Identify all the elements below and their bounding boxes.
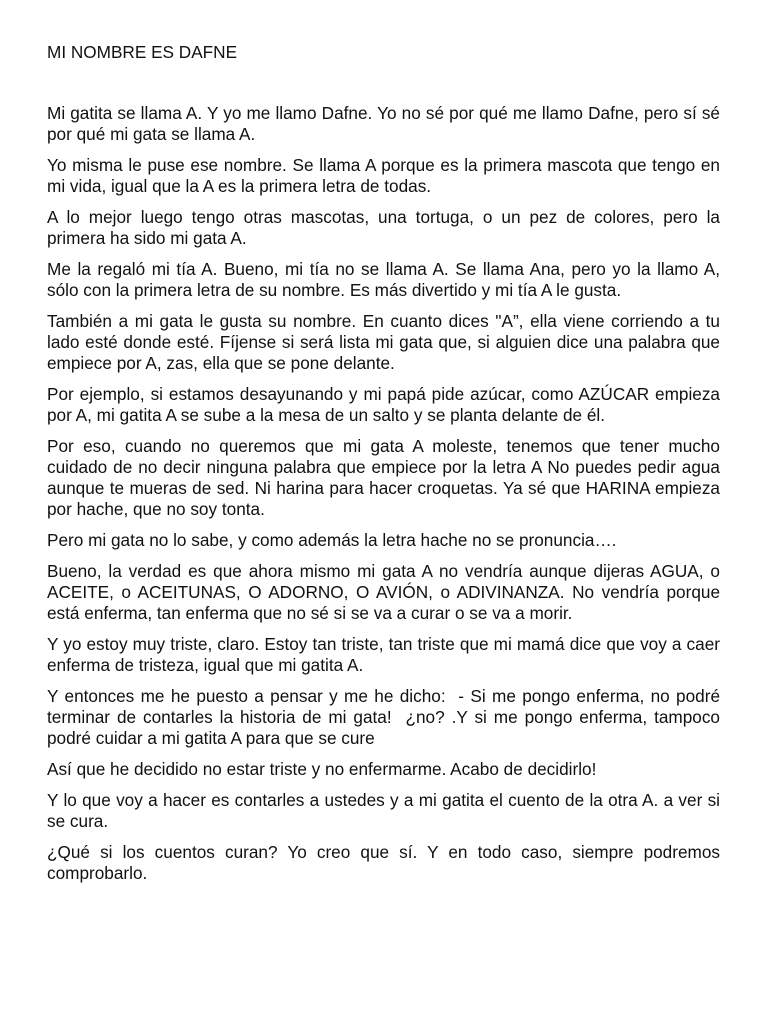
- paragraph-7: Por eso, cuando no queremos que mi gata A moleste, tenemos que tener mucho cuidado de no decir ninguna palabra que empiece por la letra A No puedes pedir agua aunque te mueras de sed. Ni harina para hacer croquetas. Ya sé que HARINA empieza por hache, que no soy tonta.: [47, 436, 725, 519]
- paragraph-5: También a mi gata le gusta su nombre. En cuanto dices "A”, ella viene corriendo a tu lado esté donde esté. Fíjense si será lista mi gata que, si alguien dice una palabra que empiece por A, zas, ella que se pone delante.: [47, 311, 725, 373]
- document-title: MI NOMBRE ES DAFNE: [47, 42, 238, 62]
- document-page: [47, 42, 725, 894]
- paragraph-6: Por ejemplo, si estamos desayunando y mi papá pide azúcar, como AZÚCAR empieza por A, mi gatita A se sube a la mesa de un salto y se planta delante de él.: [47, 384, 725, 425]
- paragraph-3: A lo mejor luego tengo otras mascotas, una tortuga, o un pez de colores, pero la primera ha sido mi gata A.: [47, 207, 725, 248]
- paragraph-10: Y yo estoy muy triste, claro. Estoy tan triste, tan triste que mi mamá dice que voy a caer enferma de tristeza, igual que mi gatita A.: [47, 634, 725, 675]
- paragraph-2: Yo misma le puse ese nombre. Se llama A porque es la primera mascota que tengo en mi vida, igual que la A es la primera letra de todas.: [47, 155, 725, 196]
- paragraph-1: Mi gatita se llama A. Y yo me llamo Dafne. Yo no sé por qué me llamo Dafne, pero sí sé por qué mi gata se llama A.: [47, 103, 725, 144]
- document-body: [47, 103, 725, 884]
- paragraph-4: Me la regaló mi tía A. Bueno, mi tía no se llama A. Se llama Ana, pero yo la llamo A, sólo con la primera letra de su nombre. Es más divertido y mi tía A le gusta.: [47, 259, 725, 300]
- paragraph-14: ¿Qué si los cuentos curan? Yo creo que sí. Y en todo caso, siempre podremos comprobarlo.: [47, 842, 725, 883]
- paragraph-9: Bueno, la verdad es que ahora mismo mi gata A no vendría aunque dijeras AGUA, o ACEITE, o ACEITUNAS, O ADORNO, O AVIÓN, o ADIVINANZA. No vendría porque está enferma, tan enferma que no sé si se va a curar o se va a morir.: [47, 561, 725, 623]
- paragraph-11: Y entonces me he puesto a pensar y me he dicho: - Si me pongo enferma, no podré terminar de contarles la historia de mi gata! ¿no? .Y si me pongo enferma, tampoco podré cuidar a mi gatita A para que se cure: [47, 686, 725, 748]
- paragraph-8: Pero mi gata no lo sabe, y como además la letra hache no se pronuncia….: [47, 530, 617, 550]
- paragraph-12: Así que he decidido no estar triste y no enfermarme. Acabo de decidirlo!: [47, 759, 597, 779]
- paragraph-13: Y lo que voy a hacer es contarles a ustedes y a mi gatita el cuento de la otra A. a ver si se cura.: [47, 790, 725, 831]
